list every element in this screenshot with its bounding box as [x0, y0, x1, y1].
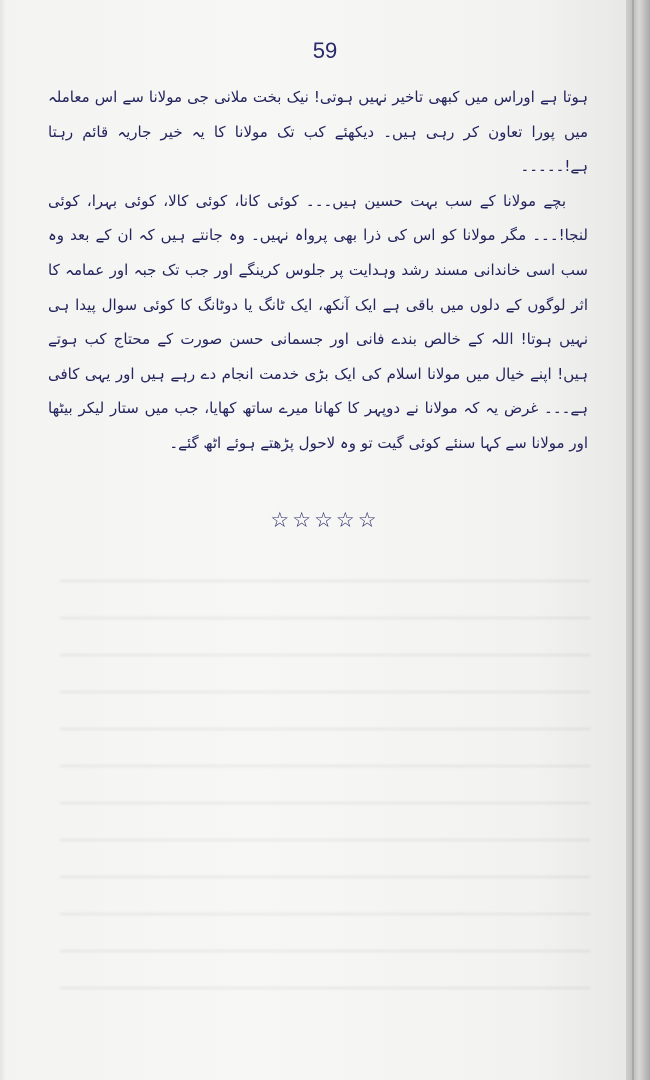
- page-number: 59: [312, 38, 338, 63]
- show-through-texture: [60, 556, 590, 1016]
- page-edge-shadow: [0, 0, 6, 1080]
- paragraph-2: بچے مولانا کے سب بہت حسین ہیں۔۔۔ کوئی کانا، کوئی کالا، کوئی بہرا، کوئی لنجا!۔۔۔ مگر مولانا کو اس کی ذرا بھی پرواہ نہیں۔ وہ جانتے ہیں کہ ان کے بعد وہ سب اسی خاندانی مسند رشد وہدایت پر جلوس کرینگے اور جب تک جبہ اور عمامہ کا اثر لوگوں کے دلوں میں باقی ہے ایک آنکھ، ایک ٹانگ یا دوٹانگ کا کوئی سوال پیدا ہی نہیں ہوتا! اللہ کے خالص بندے فانی اور جسمانی حسن صورت کے محتاج کب ہوتے ہیں! اپنے خیال میں مولانا اسلام کی ایک بڑی خدمت انجام دے رہے ہیں اور یہی کافی ہے۔۔۔ غرض یہ کہ مولانا نے دوپہر کا کھانا میرے ساتھ کھایا، جب میں ستار لیکر بیٹھا اور مولانا سے کہا سنئے کوئی گیت تو وہ لاحول پڑھتے ہوئے اٹھ گئے۔: [48, 191, 588, 452]
- body-text: [48, 80, 588, 461]
- section-divider-stars: ☆☆☆☆☆: [270, 508, 380, 532]
- book-binding: [626, 0, 650, 1080]
- binding-crease: [632, 0, 634, 1080]
- paragraph-1: ہوتا ہے اوراس میں کبھی تاخیر نہیں ہوتی! نیک بخت ملانی جی مولانا سے اس معاملہ میں پورا تعاون کر رہی ہیں۔ دیکھئے کب تک مولانا کا یہ خیر جاریہ قائم رہتا ہے!۔۔۔۔۔: [48, 88, 588, 176]
